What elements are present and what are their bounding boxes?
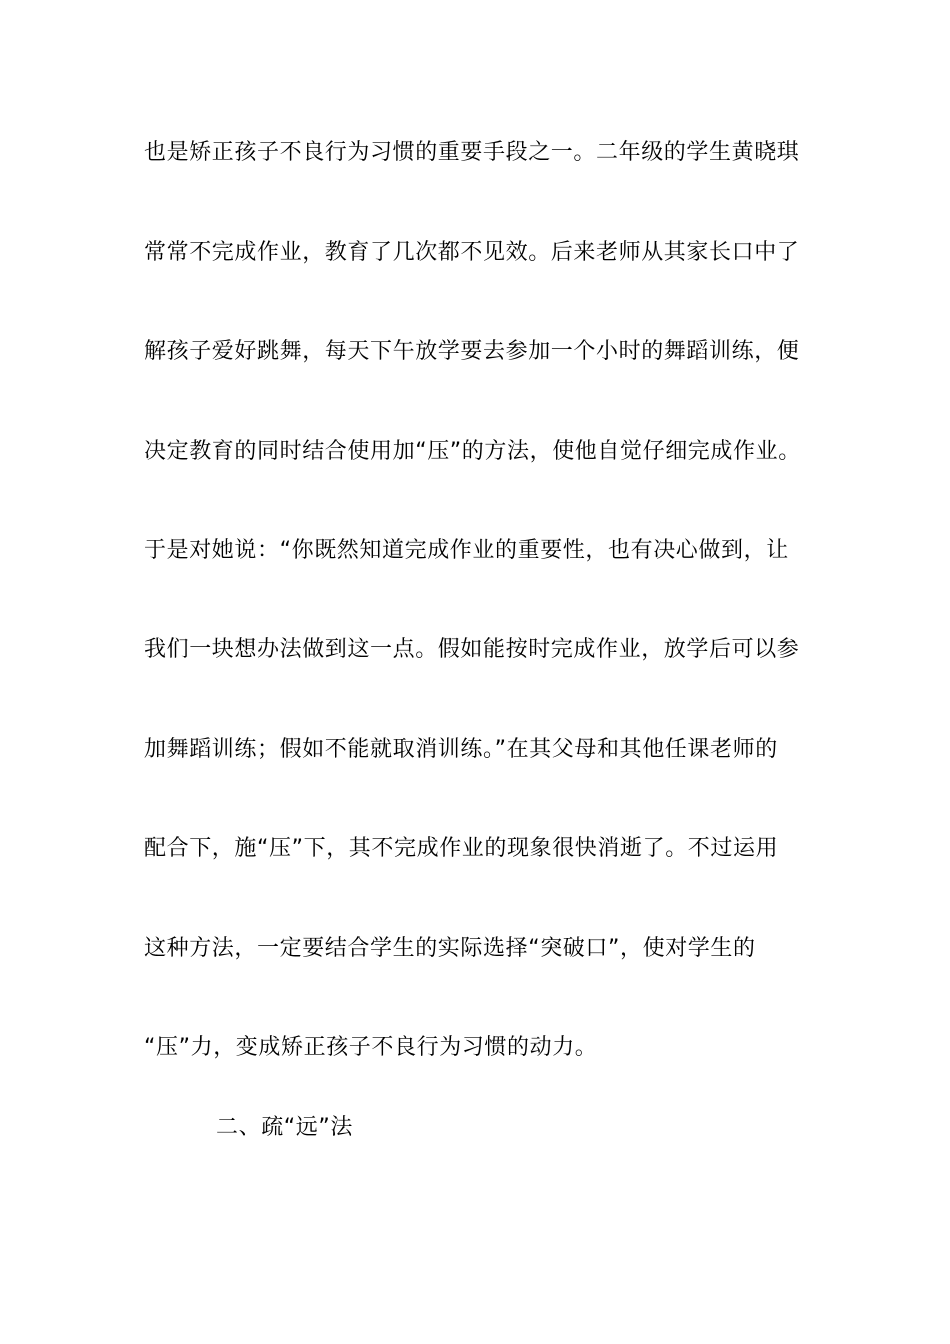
body-text-line-5: 于是对她说：“你既然知道完成作业的重要性，也有决心做到，让: [144, 538, 789, 563]
body-text-line-1: 也是矫正孩子不良行为习惯的重要手段之一。二年级的学生黄晓琪: [144, 140, 800, 165]
section-heading: 二、疏“远”法: [216, 1115, 353, 1140]
body-text-line-8: 配合下，施“压”下，其不完成作业的现象很快消逝了。不过运用: [144, 836, 779, 861]
body-text-line-2: 常常不完成作业，教育了几次都不见效。后来老师从其家长口中了: [144, 240, 800, 265]
body-text-line-6: 我们一块想办法做到这一点。假如能按时完成作业，放学后可以参: [144, 637, 800, 662]
body-text-line-3: 解孩子爱好跳舞，每天下午放学要去参加一个小时的舞蹈训练，便: [144, 339, 800, 364]
body-text-line-4: 决定教育的同时结合使用加“压”的方法，使他自觉仔细完成作业。: [144, 439, 801, 464]
body-text-line-7: 加舞蹈训练；假如不能就取消训练。”在其父母和其他任课老师的: [144, 737, 778, 762]
body-text-line-10: “压”力，变成矫正孩子不良行为习惯的动力。: [144, 1035, 598, 1060]
body-text-line-9: 这种方法，一定要结合学生的实际选择“突破口”，使对学生的: [144, 936, 756, 961]
